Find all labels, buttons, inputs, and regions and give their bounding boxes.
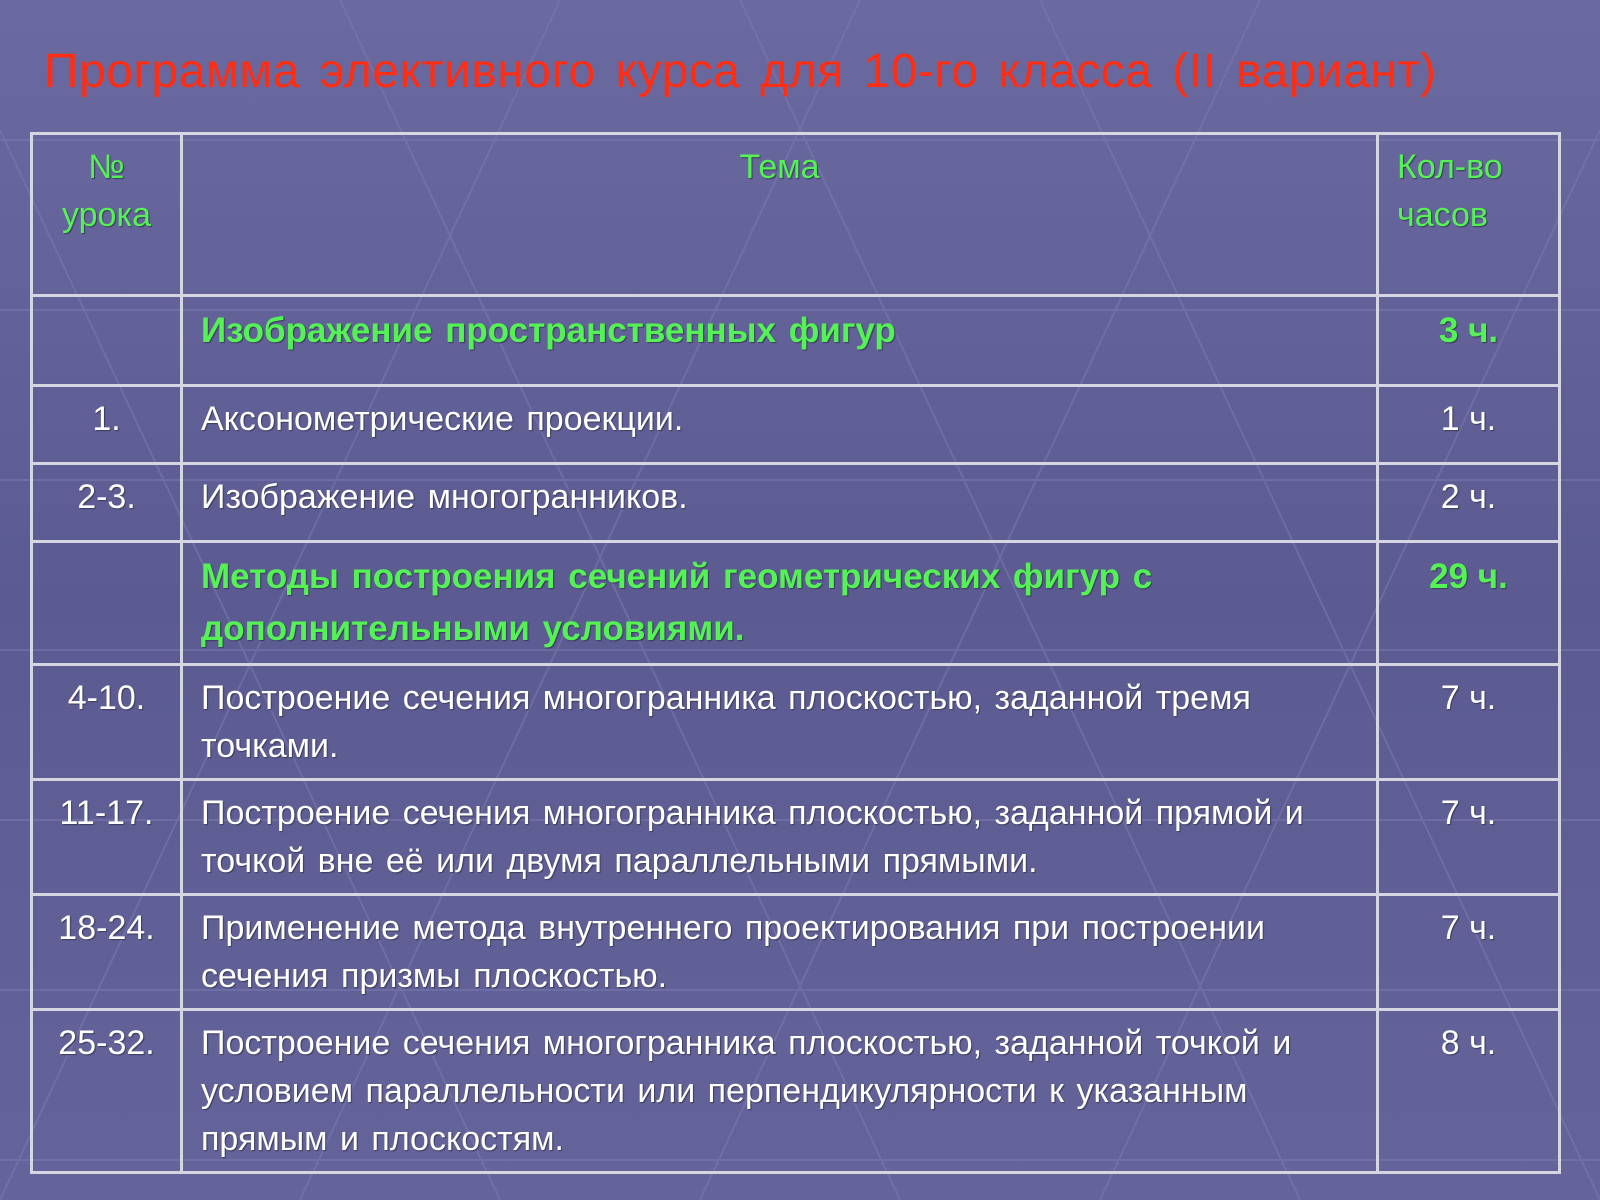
row-hours: 2 ч. [1378, 464, 1560, 542]
row-hours: 8 ч. [1378, 1010, 1560, 1173]
header-lesson-number [32, 134, 182, 296]
row-hours: 7 ч. [1378, 780, 1560, 895]
row-topic: Применение метода внутреннего проектирования при построении сечения призмы плоскостью. [182, 895, 1378, 1010]
table-row [32, 542, 1560, 665]
table-row [32, 386, 1560, 464]
row-topic: Изображение многогранников. [182, 464, 1378, 542]
table-row [32, 895, 1560, 1010]
header-num-line2: урока [62, 196, 151, 234]
slide-title: Программа элективного курса для 10-го класса (II вариант) [44, 45, 1437, 98]
row-number: 11-17. [32, 780, 182, 895]
header-hours-line1: Кол-во [1397, 148, 1503, 186]
course-program-table [30, 132, 1561, 1174]
table-row [32, 665, 1560, 780]
row-topic: Аксонометрические проекции. [182, 386, 1378, 464]
row-hours: 1 ч. [1378, 386, 1560, 464]
row-number: 1. [32, 386, 182, 464]
table-row [32, 296, 1560, 386]
row-number: 4-10. [32, 665, 182, 780]
table-header-row [32, 134, 1560, 296]
row-hours: 7 ч. [1378, 895, 1560, 1010]
row-hours: 3 ч. [1378, 296, 1560, 386]
row-number: 25-32. [32, 1010, 182, 1173]
table-row [32, 780, 1560, 895]
row-topic: Построение сечения многогранника плоскостью, заданной тремя точками. [182, 665, 1378, 780]
row-number: 18-24. [32, 895, 182, 1010]
row-number [32, 542, 182, 665]
table-row [32, 1010, 1560, 1173]
row-number: 2-3. [32, 464, 182, 542]
header-hours-line2: часов [1397, 196, 1488, 234]
row-topic: Изображение пространственных фигур [182, 296, 1378, 386]
header-hours [1378, 134, 1560, 296]
row-hours: 7 ч. [1378, 665, 1560, 780]
row-topic: Построение сечения многогранника плоскостью, заданной прямой и точкой вне её или двумя параллельными прямыми. [182, 780, 1378, 895]
row-hours: 29 ч. [1378, 542, 1560, 665]
header-num-line1: № [88, 148, 125, 186]
row-number [32, 296, 182, 386]
header-topic: Тема [182, 134, 1378, 296]
row-topic: Методы построения сечений геометрических фигур с дополнительными условиями. [182, 542, 1378, 665]
table-row [32, 464, 1560, 542]
row-topic: Построение сечения многогранника плоскостью, заданной точкой и условием параллельности или перпендикулярности к указанным прямым и плоскостям. [182, 1010, 1378, 1173]
